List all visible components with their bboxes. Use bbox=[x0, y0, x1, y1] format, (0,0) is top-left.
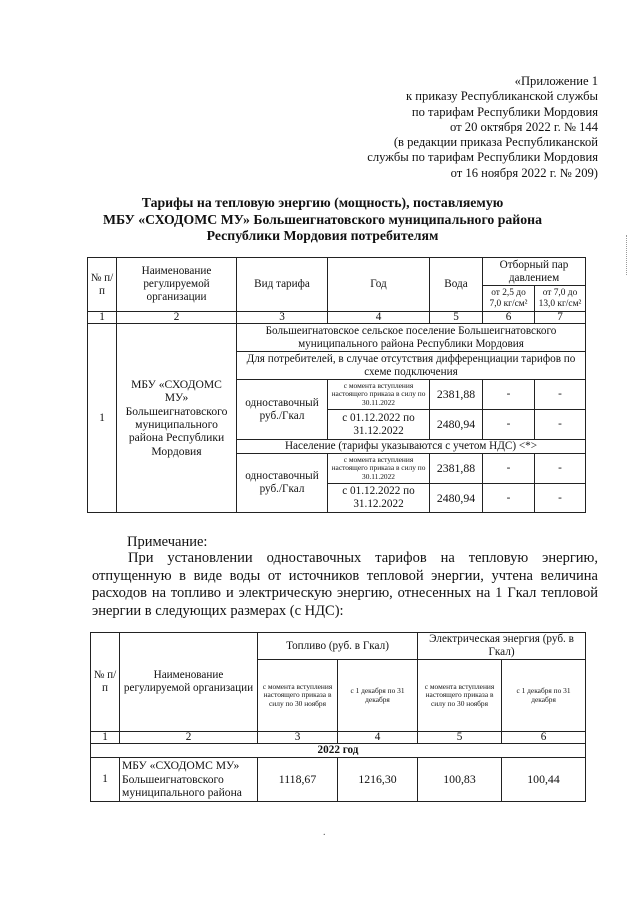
note-title: Примечание: bbox=[127, 534, 208, 550]
row-number: 1 bbox=[91, 758, 120, 802]
tariff-table bbox=[87, 257, 586, 513]
col-number: 2 bbox=[117, 312, 237, 324]
water-value: 2381,88 bbox=[430, 380, 483, 410]
header-no: № п/п bbox=[88, 258, 117, 312]
period-2: с 01.12.2022 по 31.12.2022 bbox=[328, 410, 430, 440]
water-value: 2480,94 bbox=[430, 410, 483, 440]
tariff-label: одноставочный руб./Гкал bbox=[237, 380, 328, 440]
steam-high-value: - bbox=[535, 410, 586, 440]
scan-speck: . bbox=[323, 827, 326, 838]
water-value: 2480,94 bbox=[430, 484, 483, 513]
fuel-period-1: с момента вступления настоящего приказа в силу по 30 ноября bbox=[258, 660, 338, 732]
col-number: 4 bbox=[328, 312, 430, 324]
appendix-header bbox=[268, 74, 598, 181]
row-number: 1 bbox=[88, 324, 117, 513]
col-number: 6 bbox=[483, 312, 535, 324]
steam-low-value: - bbox=[483, 484, 535, 513]
scan-edge-mark bbox=[626, 235, 628, 275]
power-period-2: с 1 декабря по 31 декабря bbox=[502, 660, 586, 732]
steam-high-value: - bbox=[535, 454, 586, 484]
appendix-line: по тарифам Республики Мордовия bbox=[411, 104, 598, 119]
title-line: МБУ «СХОДОМС МУ» Большеигнатовского муниципального района bbox=[103, 211, 542, 227]
steam-high-value: - bbox=[535, 484, 586, 513]
header-org: Наименование регулируемой организации bbox=[120, 633, 258, 732]
title-line: Тарифы на тепловую энергию (мощность), поставляемую bbox=[141, 195, 504, 210]
steam-low-value: - bbox=[483, 380, 535, 410]
fuel-value-2: 1216,30 bbox=[338, 758, 418, 802]
appendix-line: от 16 ноября 2022 г. № 209) bbox=[450, 165, 598, 180]
appendix-line: «Приложение 1 bbox=[514, 74, 598, 88]
header-steam: Отборный пар давлением bbox=[483, 258, 586, 286]
header-steam-high: от 7,0 до 13,0 кг/см² bbox=[535, 286, 586, 312]
power-value-1: 100,83 bbox=[418, 758, 502, 802]
header-steam-low: от 2,5 до 7,0 кг/см² bbox=[483, 286, 535, 312]
header-no: № п/п bbox=[91, 633, 120, 732]
header-water: Вода bbox=[430, 258, 483, 312]
col-number: 1 bbox=[88, 312, 117, 324]
period-1: с момента вступления настоящего приказа в силу по 30.11.2022 bbox=[328, 454, 430, 484]
header-org: Наименование регулируемой организации bbox=[117, 258, 237, 312]
tariff-label: одноставочный руб./Гкал bbox=[237, 454, 328, 513]
appendix-line: (в редакции приказа Республиканской bbox=[393, 135, 598, 150]
col-number: 4 bbox=[338, 732, 418, 744]
year-row: 2022 год bbox=[91, 744, 586, 758]
col-number: 2 bbox=[120, 732, 258, 744]
settlement: Большеигнатовское сельское поселение Большеигнатовского муниципального района Республики Мордовия bbox=[237, 324, 586, 352]
header-fuel: Топливо (руб. в Гкал) bbox=[258, 633, 418, 660]
col-number: 3 bbox=[237, 312, 328, 324]
appendix-line: службы по тарифам Республики Мордовия bbox=[367, 150, 598, 165]
col-number: 5 bbox=[430, 312, 483, 324]
period-2: с 01.12.2022 по 31.12.2022 bbox=[328, 484, 430, 513]
col-number: 7 bbox=[535, 312, 586, 324]
power-value-2: 100,44 bbox=[502, 758, 586, 802]
expenses-table bbox=[90, 632, 586, 802]
appendix-line: от 20 октября 2022 г. № 144 bbox=[450, 119, 598, 134]
col-number: 5 bbox=[418, 732, 502, 744]
water-value: 2381,88 bbox=[430, 454, 483, 484]
steam-low-value: - bbox=[483, 454, 535, 484]
title-line: Республики Мордовия потребителям bbox=[206, 228, 439, 243]
col-number: 1 bbox=[91, 732, 120, 744]
steam-low-value: - bbox=[483, 410, 535, 440]
note-text: При установлении одноставочных тарифов на тепловую энергию, отпущенную в виде воды от источников тепловой энергии, учтена величина расходов на топливо и электрическую энергию, отнесенных на 1 Гкал тепловой энергии в следующих размерах (с НДС): bbox=[92, 550, 598, 619]
period-1: с момента вступления настоящего приказа в силу по 30.11.2022 bbox=[328, 380, 430, 410]
fuel-value-1: 1118,67 bbox=[258, 758, 338, 802]
org-name: МБУ «СХОДОМС МУ» Большеигнатовского муниципального района bbox=[120, 758, 258, 802]
col-number: 6 bbox=[502, 732, 586, 744]
header-power: Электрическая энергия (руб. в Гкал) bbox=[418, 633, 586, 660]
steam-high-value: - bbox=[535, 380, 586, 410]
fuel-period-2: с 1 декабря по 31 декабря bbox=[338, 660, 418, 732]
header-year: Год bbox=[328, 258, 430, 312]
org-name: МБУ «СХОДОМС МУ» Большеигнатовского муниципального района Республики Мордовия bbox=[117, 324, 237, 513]
section-population: Население (тарифы указываются с учетом НДС) <*> bbox=[237, 440, 586, 454]
col-number: 3 bbox=[258, 732, 338, 744]
appendix-line: к приказу Республиканской службы bbox=[406, 89, 598, 104]
header-tariff-type: Вид тарифа bbox=[237, 258, 328, 312]
document-title bbox=[60, 195, 585, 245]
section-consumers: Для потребителей, в случае отсутствия дифференциации тарифов по схеме подключения bbox=[237, 352, 586, 380]
power-period-1: с момента вступления настоящего приказа в силу по 30 ноября bbox=[418, 660, 502, 732]
